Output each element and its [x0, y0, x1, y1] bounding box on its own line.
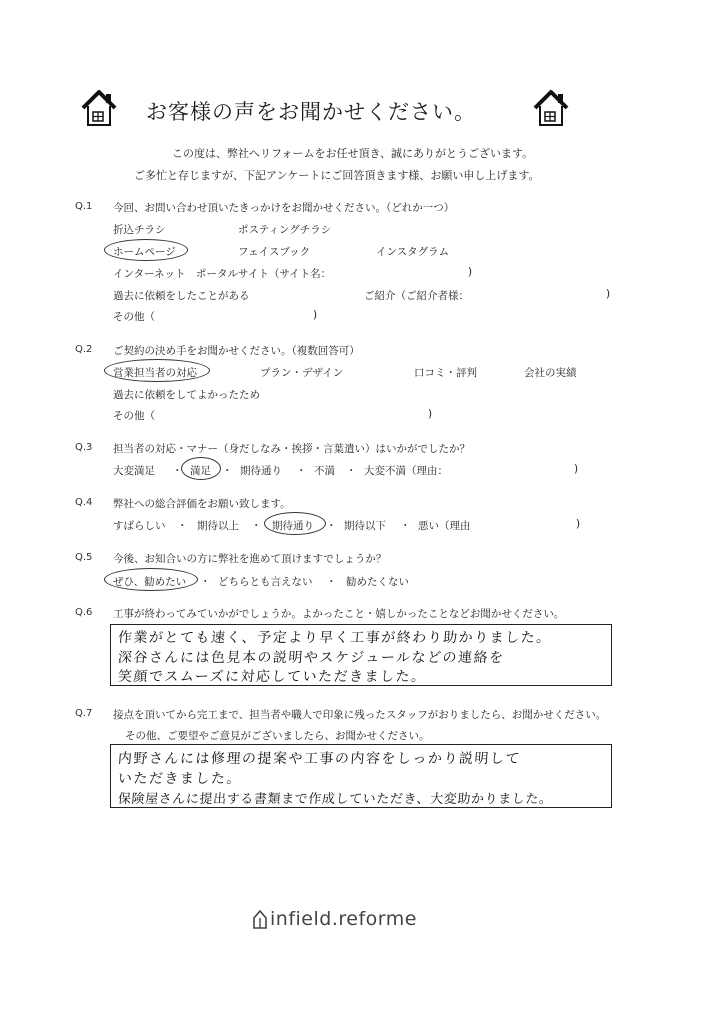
- q1-option-flyer[interactable]: 折込チラシ: [113, 224, 166, 236]
- q3-option-satisfied[interactable]: 満足: [190, 465, 211, 477]
- q2-question: ご契約の決め手をお聞かせください。（複数回答可）: [113, 345, 360, 357]
- q3-sep-3: ・: [296, 465, 307, 477]
- q1-option-other[interactable]: その他（: [113, 311, 155, 323]
- q5-option-no[interactable]: 勧めたくない: [346, 576, 409, 588]
- q2-other-close: ): [428, 408, 433, 420]
- footer-logo: [252, 908, 417, 930]
- q1-option-referral[interactable]: ご紹介（ご紹介者様：: [364, 290, 469, 302]
- q1-option-homepage[interactable]: ホームページ: [113, 246, 176, 258]
- q4-sep-2: ・: [251, 520, 262, 532]
- q1-other-close: ): [313, 309, 318, 321]
- q2-option-track-record[interactable]: 会社の実績: [524, 367, 577, 379]
- q3-sep-1: ・: [172, 465, 183, 477]
- q5-sep-1: ・: [200, 576, 211, 588]
- q2-option-reviews[interactable]: 口コミ・評判: [414, 367, 477, 379]
- q1-option-posting[interactable]: ポスティングチラシ: [238, 224, 332, 236]
- q4-question: 弊社への総合評価をお願い致します。: [113, 498, 291, 510]
- q3-sep-4: ・: [346, 465, 357, 477]
- q4-option-above[interactable]: 期待以上: [197, 520, 239, 532]
- q5-sep-2: ・: [326, 576, 337, 588]
- q4-option-below[interactable]: 期待以下: [344, 520, 386, 532]
- house-icon-left: [80, 88, 118, 132]
- q3-option-as-expected[interactable]: 期待通り: [240, 465, 282, 477]
- house-icon-right: [532, 88, 570, 132]
- q1-option-facebook[interactable]: フェイスブック: [238, 246, 311, 258]
- q1-referral-close: ): [606, 288, 611, 300]
- intro-line-2: ご多忙と存じますが、下記アンケートにご回答頂きます様、お願い申し上げます。: [134, 169, 540, 182]
- q2-option-plan-design[interactable]: プラン・デザイン: [260, 367, 344, 379]
- q4-option-excellent[interactable]: すばらしい: [113, 520, 166, 532]
- q4-number: Q.4: [75, 497, 93, 508]
- q3-number: Q.3: [75, 442, 93, 453]
- q2-option-other[interactable]: その他（: [113, 410, 155, 422]
- q7-question: 接点を頂いてから完工まで、担当者や職人で印象に残ったスタッフがおりましたら、お聞かせください。: [113, 709, 607, 721]
- q3-option-very-satisfied[interactable]: 大変満足: [113, 465, 155, 477]
- q7-number: Q.7: [75, 708, 93, 719]
- q5-option-neutral[interactable]: どちらとも言えない: [218, 576, 313, 588]
- q3-reason-close: ): [574, 463, 579, 475]
- logo-house-icon: [252, 909, 268, 929]
- q1-selected-circle: [104, 239, 188, 261]
- q7-answer-line-1: 内野さんには修理の提案や工事の内容をしっかり説明して: [117, 751, 522, 767]
- q2-option-sales-staff[interactable]: 営業担当者の対応: [113, 367, 197, 379]
- q6-answer-line-1: 作業がとても速く、予定より早く工事が終わり助かりました。: [117, 630, 553, 646]
- q4-reason-close: ): [576, 518, 581, 530]
- q4-option-as-expected[interactable]: 期待通り: [272, 520, 314, 532]
- q1-option-instagram[interactable]: インスタグラム: [376, 246, 450, 258]
- q7-answer-line-3: 保険屋さんに提出する書類まで作成していただき、大変助かりました。: [117, 792, 554, 807]
- q4-sep-1: ・: [177, 520, 188, 532]
- q3-option-very-dissatisfied[interactable]: 大変不満（理由：: [364, 465, 448, 477]
- q7-question-2: その他、ご要望やご意見がございましたら、お聞かせください。: [125, 730, 430, 742]
- q2-number: Q.2: [75, 344, 93, 355]
- page-title: お客様の声をお聞かせください。: [146, 100, 476, 124]
- q4-option-bad[interactable]: 悪い（理由: [418, 520, 471, 532]
- q4-sep-3: ・: [326, 520, 337, 532]
- q5-question: 今後、お知合いの方に弊社を進めて頂けますでしょうか？: [113, 553, 387, 565]
- footer-logo-text: infield.reforme: [270, 908, 417, 930]
- q3-sep-2: ・: [222, 465, 233, 477]
- intro-line-1: この度は、弊社へリフォームをお任せ頂き、誠にありがとうございます。: [172, 147, 534, 160]
- q1-portal-close: ): [468, 266, 473, 278]
- q5-option-definitely[interactable]: ぜひ、勧めたい: [113, 576, 187, 588]
- q5-number: Q.5: [75, 552, 93, 563]
- q5-selected-circle: [104, 568, 198, 591]
- q6-number: Q.6: [75, 607, 93, 618]
- q6-answer-line-3: 笑顔でスムーズに対応していただきました。: [117, 669, 428, 685]
- q1-option-repeat[interactable]: 過去に依頼をしたことがある: [113, 290, 250, 302]
- q1-number: Q.1: [75, 201, 93, 212]
- q4-sep-4: ・: [400, 520, 411, 532]
- q3-option-dissatisfied[interactable]: 不満: [314, 465, 335, 477]
- q4-selected-circle: [264, 512, 326, 535]
- q3-selected-circle: [181, 457, 221, 480]
- q7-answer-line-2: いただきました。: [117, 771, 243, 787]
- q2-selected-circle: [104, 359, 210, 382]
- q3-question: 担当者の対応・マナー（身だしなみ・挨拶・言葉遣い）はいかがでしたか？: [113, 443, 470, 455]
- q2-option-past-request[interactable]: 過去に依頼をしてよかったため: [113, 389, 260, 401]
- q6-answer-line-2: 深谷さんには色見本の説明やスケジュールなどの連絡を: [117, 650, 506, 666]
- q6-question: 工事が終わってみていかがでしょうか。よかったこと・嬉しかったことなどお聞かせください。: [113, 608, 565, 620]
- q1-option-portal[interactable]: インターネット ポータルサイト（サイト名：: [113, 268, 332, 280]
- q1-question: 今回、お問い合わせ頂いたきっかけをお聞かせください。（どれか一つ）: [113, 202, 455, 214]
